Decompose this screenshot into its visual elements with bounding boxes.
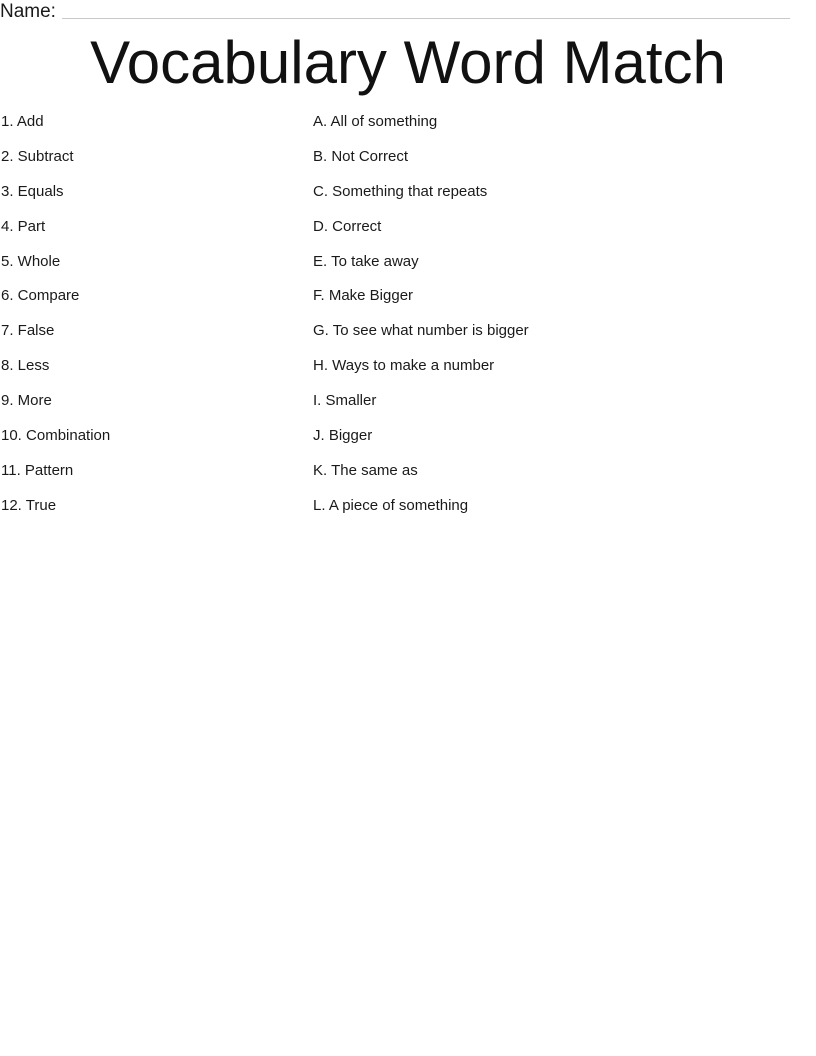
term-item: 2. Subtract <box>1 147 74 165</box>
definition-item: B. Not Correct <box>313 147 409 165</box>
term-item: 4. Part <box>1 217 46 235</box>
definition-item: K. The same as <box>313 461 418 479</box>
term-item: 3. Equals <box>1 182 64 200</box>
definition-item: C. Something that repeats <box>313 182 488 200</box>
term-item: 11. Pattern <box>1 461 74 479</box>
page-title: Vocabulary Word Match <box>90 29 726 96</box>
definition-item: L. A piece of something <box>313 496 469 514</box>
definition-item: D. Correct <box>313 217 382 235</box>
name-label: Name: <box>0 1 56 22</box>
name-row <box>0 0 790 22</box>
definition-item: J. Bigger <box>313 427 373 445</box>
term-item: 10. Combination <box>1 427 111 445</box>
definition-item: E. To take away <box>313 252 419 270</box>
term-item: 12. True <box>1 496 57 514</box>
term-item: 1. Add <box>1 113 44 130</box>
definition-item: I. Smaller <box>313 392 377 410</box>
term-item: 7. False <box>1 322 55 340</box>
definition-item: H. Ways to make a number <box>313 357 495 375</box>
term-item: 6. Compare <box>1 287 80 305</box>
term-item: 8. Less <box>1 357 50 375</box>
name-blank-line <box>62 2 790 19</box>
definition-item: G. To see what number is bigger <box>313 322 529 340</box>
term-item: 9. More <box>1 392 52 410</box>
definition-item: A. All of something <box>313 113 438 130</box>
terms-list <box>1 110 301 529</box>
definition-item: F. Make Bigger <box>313 287 414 305</box>
definitions-list <box>313 110 793 529</box>
term-item: 5. Whole <box>1 252 61 270</box>
